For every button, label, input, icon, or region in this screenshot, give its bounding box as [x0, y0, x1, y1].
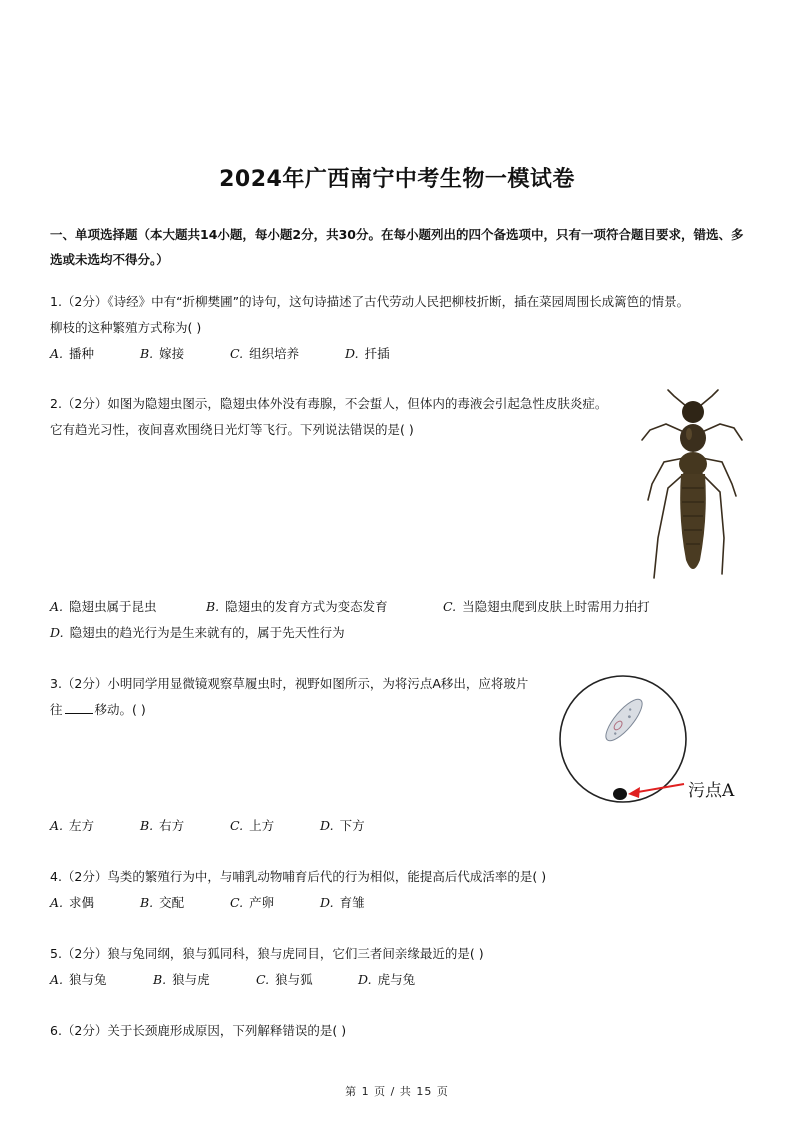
- question-5-option-a[interactable]: A. 狼与兔: [50, 972, 107, 987]
- rove-beetle-image: [638, 388, 748, 588]
- question-3-text-cont: 往 移动。( ): [50, 702, 146, 717]
- question-4-option-d[interactable]: D. 育雏: [320, 895, 365, 910]
- question-2-text-cont: 它有趋光习性，夜间喜欢围绕日光灯等飞行。下列说法错误的是( ): [50, 422, 414, 437]
- question-4-option-a[interactable]: A. 求偶: [50, 895, 95, 910]
- page-footer: 第 1 页 / 共 15 页: [345, 1085, 449, 1098]
- question-6-text: 6.（2分）关于长颈鹿形成原因，下列解释错误的是( ): [50, 1023, 347, 1038]
- question-1-option-a[interactable]: A. 播种: [50, 346, 95, 361]
- question-5-option-c[interactable]: C. 狼与狐: [256, 972, 313, 987]
- question-2-option-a[interactable]: A. 隐翅虫属于昆虫: [50, 599, 157, 614]
- question-1-option-b[interactable]: B. 嫁接: [140, 346, 185, 361]
- question-4-option-c[interactable]: C. 产卵: [230, 895, 275, 910]
- question-3-text: 3.（2分）小明同学用显微镜观察草履虫时，视野如图所示，为将污点A移出，应将玻片: [50, 676, 529, 691]
- question-1-option-d[interactable]: D. 扦插: [345, 346, 390, 361]
- spot-a-label: 污点A: [688, 781, 735, 801]
- answer-blank[interactable]: [65, 713, 93, 714]
- question-1-text: 1.（2分）《诗经》中有“折柳樊圃”的诗句，这句诗描述了古代劳动人民把柳枝折断，插在菜园周围长成篱笆的情景。: [50, 294, 690, 309]
- page-title: 2024年广西南宁中考生物一模试卷: [219, 167, 575, 192]
- question-2-option-b[interactable]: B. 隐翅虫的发育方式为变态发育: [206, 599, 388, 614]
- question-4-option-b[interactable]: B. 交配: [140, 895, 185, 910]
- question-1-option-c[interactable]: C. 组织培养: [230, 346, 300, 361]
- question-3-option-d[interactable]: D. 下方: [320, 818, 365, 833]
- question-2-text: 2.（2分）如图为隐翅虫图示，隐翅虫体外没有毒腺，不会蜇人，但体内的毒液会引起急性皮肤炎症。: [50, 396, 608, 411]
- question-2-option-d[interactable]: D. 隐翅虫的趋光行为是生来就有的，属于先天性行为: [50, 625, 345, 640]
- section-heading: 一、单项选择题（本大题共14小题，每小题2分，共30分。在每小题列出的四个备选项中，只有一项符合题目要求，错选、多选或未选均不得分。）: [50, 227, 744, 267]
- question-3-option-a[interactable]: A. 左方: [50, 818, 95, 833]
- question-1-text-cont: 柳枝的这种繁殖方式称为( ): [50, 320, 202, 335]
- question-5-text: 5.（2分）狼与兔同纲，狼与狐同科，狼与虎同目，它们三者间亲缘最近的是( ): [50, 946, 484, 961]
- question-3-option-c[interactable]: C. 上方: [230, 818, 275, 833]
- question-5-option-d[interactable]: D. 虎与兔: [358, 972, 416, 987]
- question-3-option-b[interactable]: B. 右方: [140, 818, 185, 833]
- question-4-text: 4.（2分）鸟类的繁殖行为中，与哺乳动物哺育后代的行为相似，能提高后代成活率的是( ): [50, 869, 547, 884]
- question-2-option-c[interactable]: C. 当隐翅虫爬到皮肤上时需用力拍打: [443, 599, 650, 614]
- question-5-option-b[interactable]: B. 狼与虎: [153, 972, 210, 987]
